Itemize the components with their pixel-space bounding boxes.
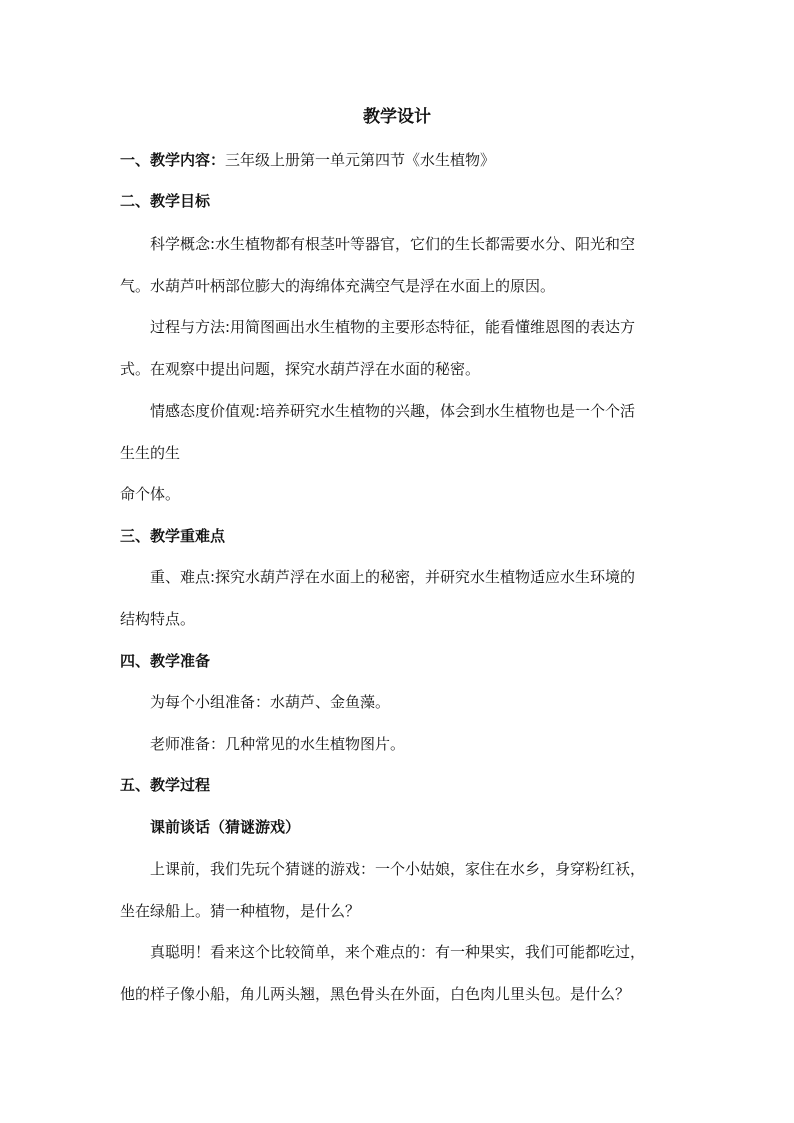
- key-point-line-1: 重、难点:探究水葫芦浮在水面上的秘密，并研究水生植物适应水生环境的: [150, 568, 636, 586]
- section-5-heading: 五、教学过程: [120, 776, 211, 794]
- section-4-heading: 四、教学准备: [120, 652, 211, 670]
- goal-1-line-2: 气。水葫芦叶柄部位膨大的海绵体充满空气是浮在水面上的原因。: [120, 277, 556, 295]
- paragraph-2-line-2: 他的样子像小船，角儿两头翘，黑色骨头在外面，白色肉儿里头包。是什么？: [120, 985, 631, 1003]
- subsection-heading: 课前谈话（猜谜游戏）: [150, 818, 301, 836]
- prep-line-1: 为每个小组准备：水葫芦、金鱼藻。: [150, 693, 391, 711]
- section-1-value: 三年级上册第一单元第四节《水生植物》: [225, 151, 496, 169]
- prep-line-2: 老师准备：几种常见的水生植物图片。: [150, 735, 406, 753]
- paragraph-1-line-2: 坐在绿船上。猜一种植物，是什么？: [120, 902, 361, 920]
- goal-2-line-2: 式。在观察中提出问题，探究水葫芦浮在水面的秘密。: [120, 360, 481, 378]
- goal-3-line-1: 情感态度价值观:培养研究水生植物的兴趣，体会到水生植物也是一个个活: [150, 402, 636, 420]
- document-title: 教学设计: [363, 107, 431, 127]
- goal-2-line-1: 过程与方法:用简图画出水生植物的主要形态特征，能看懂维恩图的表达方: [150, 318, 636, 336]
- paragraph-1-line-1: 上课前，我们先玩个猜谜的游戏：一个小姑娘，家住在水乡，身穿粉红袄，: [150, 860, 646, 878]
- paragraph-2-line-1: 真聪明！看来这个比较简单，来个难点的：有一种果实，我们可能都吃过，: [150, 943, 646, 961]
- goal-3-line-2: 生生的生: [120, 444, 181, 462]
- section-3-heading: 三、教学重难点: [120, 527, 226, 545]
- goal-3-line-3: 命个体。: [120, 485, 181, 503]
- key-point-line-2: 结构特点。: [120, 610, 196, 628]
- goal-1-line-1: 科学概念:水生植物都有根茎叶等器官，它们的生长都需要水分、阳光和空: [150, 235, 636, 253]
- section-1-label: 一、教学内容：: [120, 151, 226, 169]
- section-1-line: [120, 151, 680, 169]
- section-2-heading: 二、教学目标: [120, 192, 211, 210]
